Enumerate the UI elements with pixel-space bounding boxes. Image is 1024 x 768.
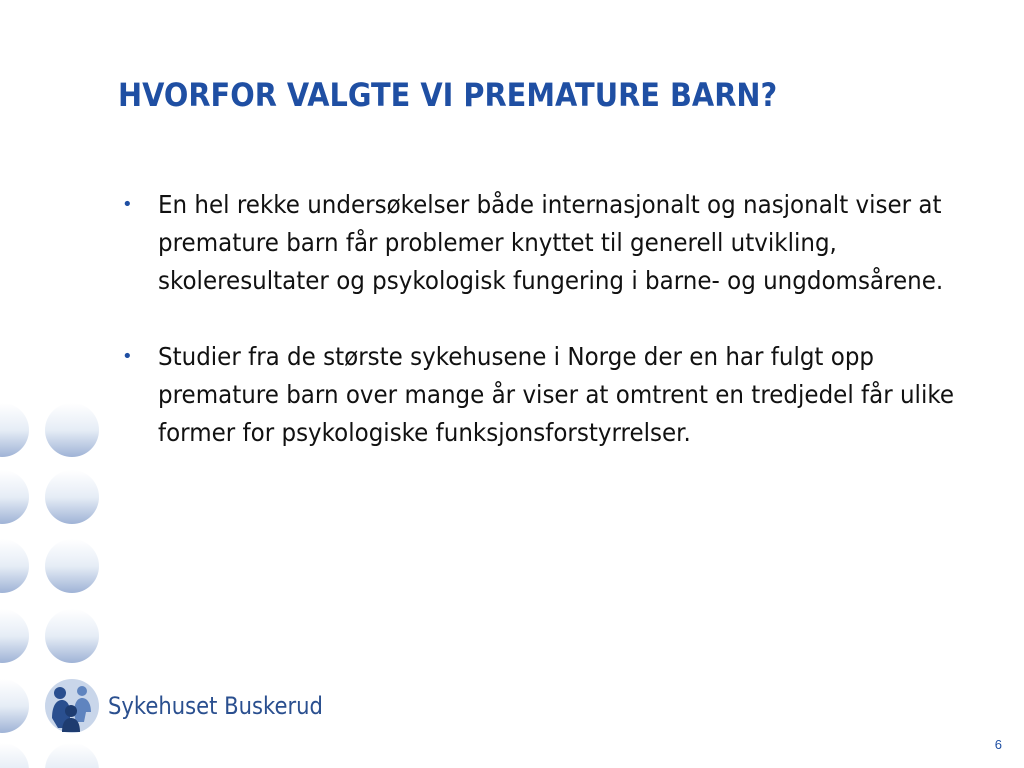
bullet-text: Studier fra de største sykehusene i Norge der en har fulgt opp premature barn over mange år viser at omtrent en tredjedel får ulike former for psykologiske funksjonsforstyrrelser. bbox=[158, 342, 954, 447]
logo-text: Sykehuset Buskerud bbox=[108, 692, 323, 720]
bullet-text: En hel rekke undersøkelser både internasjonalt og nasjonalt viser at premature barn får problemer knyttet til generell utvikling, skoleresultater og psykologisk fungering i barne- og ungdomsårene. bbox=[158, 190, 944, 295]
hospital-logo bbox=[44, 678, 352, 734]
bullet-marker: • bbox=[122, 194, 133, 215]
bullet-marker: • bbox=[122, 346, 133, 367]
page-number: 6 bbox=[994, 737, 1002, 752]
slide-title: HVORFOR VALGTE VI PREMATURE BARN? bbox=[118, 76, 778, 114]
family-logo-icon bbox=[44, 678, 100, 734]
bullet-item bbox=[118, 186, 978, 300]
bullet-list bbox=[118, 186, 978, 490]
bullet-item bbox=[118, 338, 978, 452]
